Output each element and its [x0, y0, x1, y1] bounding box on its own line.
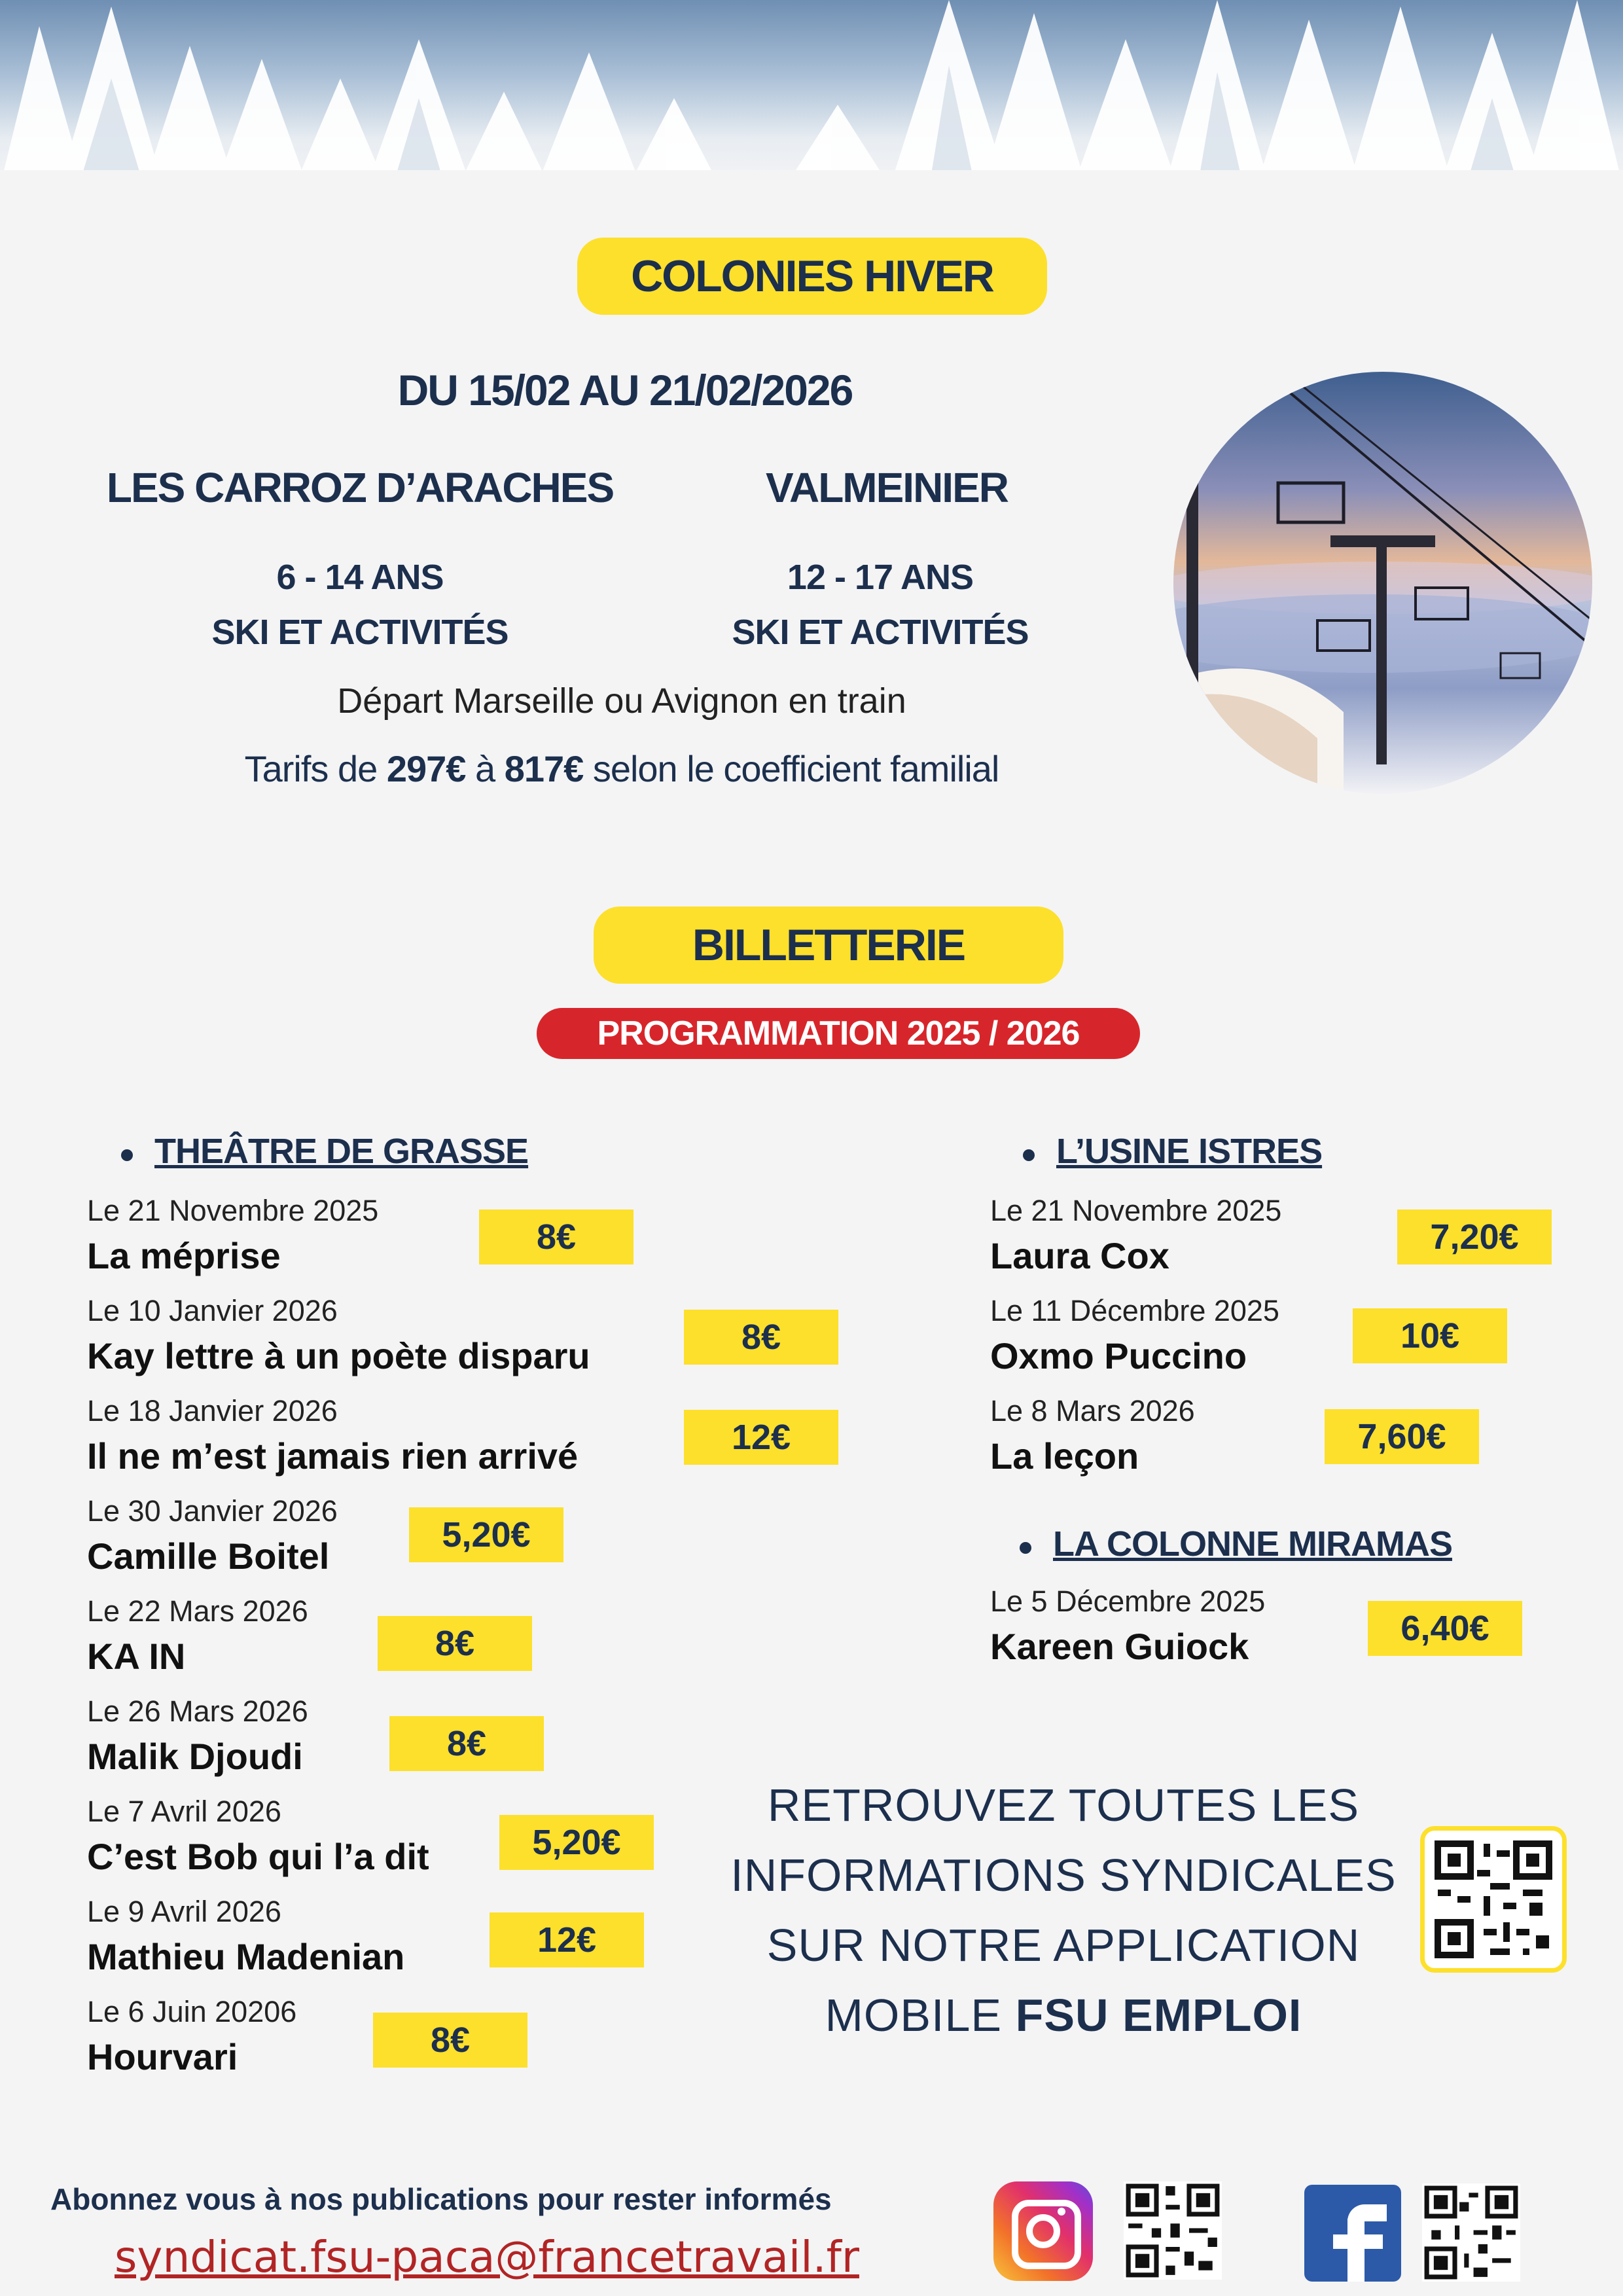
destination-valmeinier-name: VALMEINIER	[766, 464, 1008, 511]
grasse-event-6-price: 5,20€	[499, 1815, 654, 1870]
istres-event-0-price: 7,20€	[1397, 1210, 1552, 1265]
app-info-line3: SUR NOTRE APPLICATION	[766, 1920, 1361, 1971]
grasse-event-6-title: C’est Bob qui l’a dit	[87, 1836, 429, 1877]
grasse-event-3-title: Camille Boitel	[87, 1535, 330, 1577]
app-info-line4-prefix: MOBILE	[825, 1990, 1016, 2041]
grasse-event-5-title: Malik Djoudi	[87, 1736, 303, 1777]
grasse-event-0-title: La méprise	[87, 1235, 281, 1276]
istres-event-0-date: Le 21 Novembre 2025	[990, 1194, 1282, 1227]
contact-email-link[interactable]: syndicat.fsu-paca@francetravail.fr	[115, 2232, 859, 2282]
carroz-ages: 6 - 14 ANS	[276, 558, 444, 597]
miramas-event-0-price: 6,40€	[1368, 1601, 1522, 1656]
grasse-event-1-title: Kay lettre à un poète disparu	[87, 1335, 590, 1376]
grasse-event-4-title: KA IN	[87, 1636, 186, 1677]
bullet-grasse	[121, 1149, 133, 1161]
facebook-icon[interactable]	[1304, 2185, 1401, 2282]
grasse-event-1-date: Le 10 Janvier 2026	[87, 1294, 338, 1327]
venue-istres: L’USINE ISTRES	[1056, 1132, 1323, 1171]
grasse-event-8-date: Le 6 Juin 20206	[87, 1995, 297, 2028]
istres-event-2-date: Le 8 Mars 2026	[990, 1394, 1195, 1427]
grasse-event-8-title: Hourvari	[87, 2036, 238, 2077]
destination-carroz-name: LES CARROZ D’ARACHES	[106, 464, 614, 511]
tarif-info	[131, 747, 1113, 790]
app-info-line4	[707, 1981, 1420, 2051]
grasse-event-5-price: 8€	[389, 1716, 544, 1771]
istres-event-1-title: Oxmo Puccino	[990, 1335, 1247, 1376]
valmeinier-activities: SKI ET ACTIVITÉS	[732, 613, 1029, 652]
grasse-event-7-date: Le 9 Avril 2026	[87, 1895, 281, 1928]
grasse-event-2-title: Il ne m’est jamais rien arrivé	[87, 1435, 579, 1477]
qr-pattern-icon	[1425, 1831, 1562, 1968]
destination-valmeinier-details	[651, 550, 1109, 660]
billetterie-badge: BILLETTERIE	[594, 906, 1063, 984]
valmeinier-ages: 12 - 17 ANS	[787, 558, 974, 597]
app-qr-code[interactable]	[1420, 1826, 1567, 1973]
destination-carroz-details	[131, 550, 589, 660]
grasse-event-6-date: Le 7 Avril 2026	[87, 1795, 281, 1828]
venue-miramas: LA COLONNE MIRAMAS	[1053, 1524, 1452, 1564]
istres-event-2-title: La leçon	[990, 1435, 1139, 1477]
facebook-qr-code[interactable]	[1422, 2183, 1520, 2282]
grasse-event-3-date: Le 30 Janvier 2026	[87, 1494, 338, 1528]
colonies-hiver-badge: COLONIES HIVER	[577, 238, 1047, 315]
grasse-event-7-title: Mathieu Madenian	[87, 1936, 405, 1977]
istres-event-2-price: 7,60€	[1325, 1409, 1479, 1464]
venue-grasse: THEÂTRE DE GRASSE	[154, 1132, 529, 1171]
carroz-activities: SKI ET ACTIVITÉS	[211, 613, 508, 652]
grasse-event-1-price: 8€	[684, 1310, 838, 1365]
miramas-event-0-title: Kareen Guiock	[990, 1626, 1249, 1667]
grasse-event-3-price: 5,20€	[409, 1507, 563, 1562]
app-info-line2: INFORMATIONS SYNDICALES	[730, 1850, 1397, 1901]
colonies-dates: DU 15/02 AU 21/02/2026	[397, 366, 853, 414]
tarif-max: 817€	[504, 748, 584, 789]
grasse-event-4-price: 8€	[378, 1616, 532, 1671]
miramas-event-0-date: Le 5 Décembre 2025	[990, 1585, 1266, 1618]
grasse-event-7-price: 12€	[490, 1912, 644, 1967]
grasse-event-5-date: Le 26 Mars 2026	[87, 1695, 308, 1728]
instagram-icon[interactable]	[993, 2181, 1093, 2281]
instagram-qr-code[interactable]	[1124, 2181, 1222, 2280]
grasse-event-0-date: Le 21 Novembre 2025	[87, 1194, 379, 1227]
bullet-miramas	[1020, 1542, 1031, 1554]
snowy-forest-banner	[0, 0, 1623, 187]
bullet-istres	[1023, 1149, 1035, 1161]
grasse-event-0-price: 8€	[479, 1210, 633, 1265]
tarif-suffix: selon le coefficient familial	[583, 748, 999, 789]
departure-info: Départ Marseille ou Avignon en train	[337, 681, 906, 721]
tarif-prefix: Tarifs de	[244, 748, 387, 789]
tarif-min: 297€	[386, 748, 466, 789]
grasse-event-2-date: Le 18 Janvier 2026	[87, 1394, 338, 1427]
app-info-line1: RETROUVEZ TOUTES LES	[767, 1780, 1360, 1831]
istres-event-1-price: 10€	[1353, 1308, 1507, 1363]
istres-event-0-title: Laura Cox	[990, 1235, 1169, 1276]
grasse-event-2-price: 12€	[684, 1410, 838, 1465]
qr-pattern-icon	[1422, 2183, 1520, 2282]
subscribe-text: Abonnez vous à nos publications pour rester informés	[50, 2182, 832, 2216]
programmation-badge: PROGRAMMATION 2025 / 2026	[537, 1008, 1140, 1059]
istres-event-1-date: Le 11 Décembre 2025	[990, 1294, 1279, 1327]
tarif-middle: à	[465, 748, 505, 789]
app-info-text	[707, 1770, 1420, 2051]
grasse-event-4-date: Le 22 Mars 2026	[87, 1594, 308, 1628]
app-name: FSU EMPLOI	[1015, 1990, 1302, 2041]
ski-lift-photo	[1173, 372, 1592, 794]
qr-pattern-icon	[1124, 2181, 1222, 2280]
grasse-event-8-price: 8€	[373, 2013, 527, 2068]
